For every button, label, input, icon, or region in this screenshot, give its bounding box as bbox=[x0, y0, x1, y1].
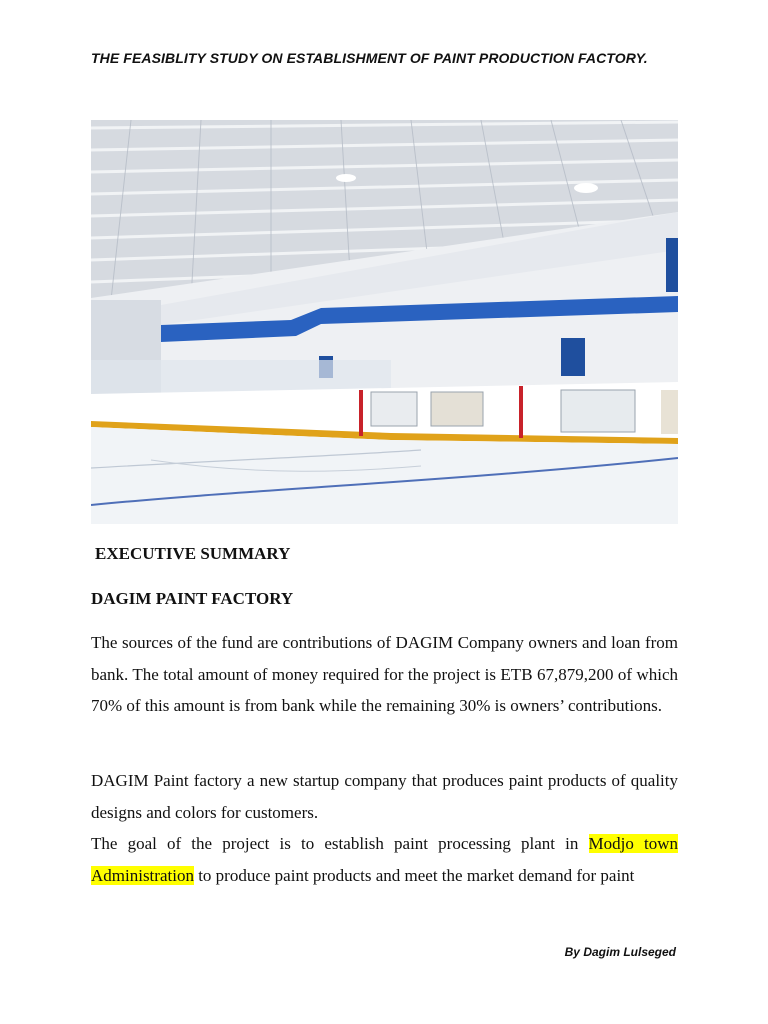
paragraph-company-description: DAGIM Paint factory a new startup company that produces paint products of quality designs and colors for customers. bbox=[91, 771, 678, 822]
company-heading: DAGIM PAINT FACTORY bbox=[91, 589, 294, 608]
paragraph-funding: The sources of the fund are contributions of DAGIM Company owners and loan from bank. The total amount of money required for the project is ETB 67,879,200 of which 70% of this amount is from bank while the remaining 30% is owners’ contributions. bbox=[91, 633, 678, 716]
ice-rink-photo bbox=[91, 120, 678, 524]
goal-text-start: The goal of the project is to establish paint processing plant in bbox=[91, 834, 589, 853]
author-footer: By Dagim Lulseged bbox=[564, 945, 676, 959]
highlighted-location: Modjo town Administration bbox=[91, 834, 678, 885]
goal-text-end: to produce paint products and meet the market demand for paint bbox=[193, 865, 635, 885]
paragraph-project-goal bbox=[91, 828, 678, 891]
executive-summary-heading: EXECUTIVE SUMMARY bbox=[95, 544, 291, 563]
document-title: THE FEASIBLITY STUDY ON ESTABLISHMENT OF PAINT PRODUCTION FACTORY. bbox=[91, 50, 648, 66]
